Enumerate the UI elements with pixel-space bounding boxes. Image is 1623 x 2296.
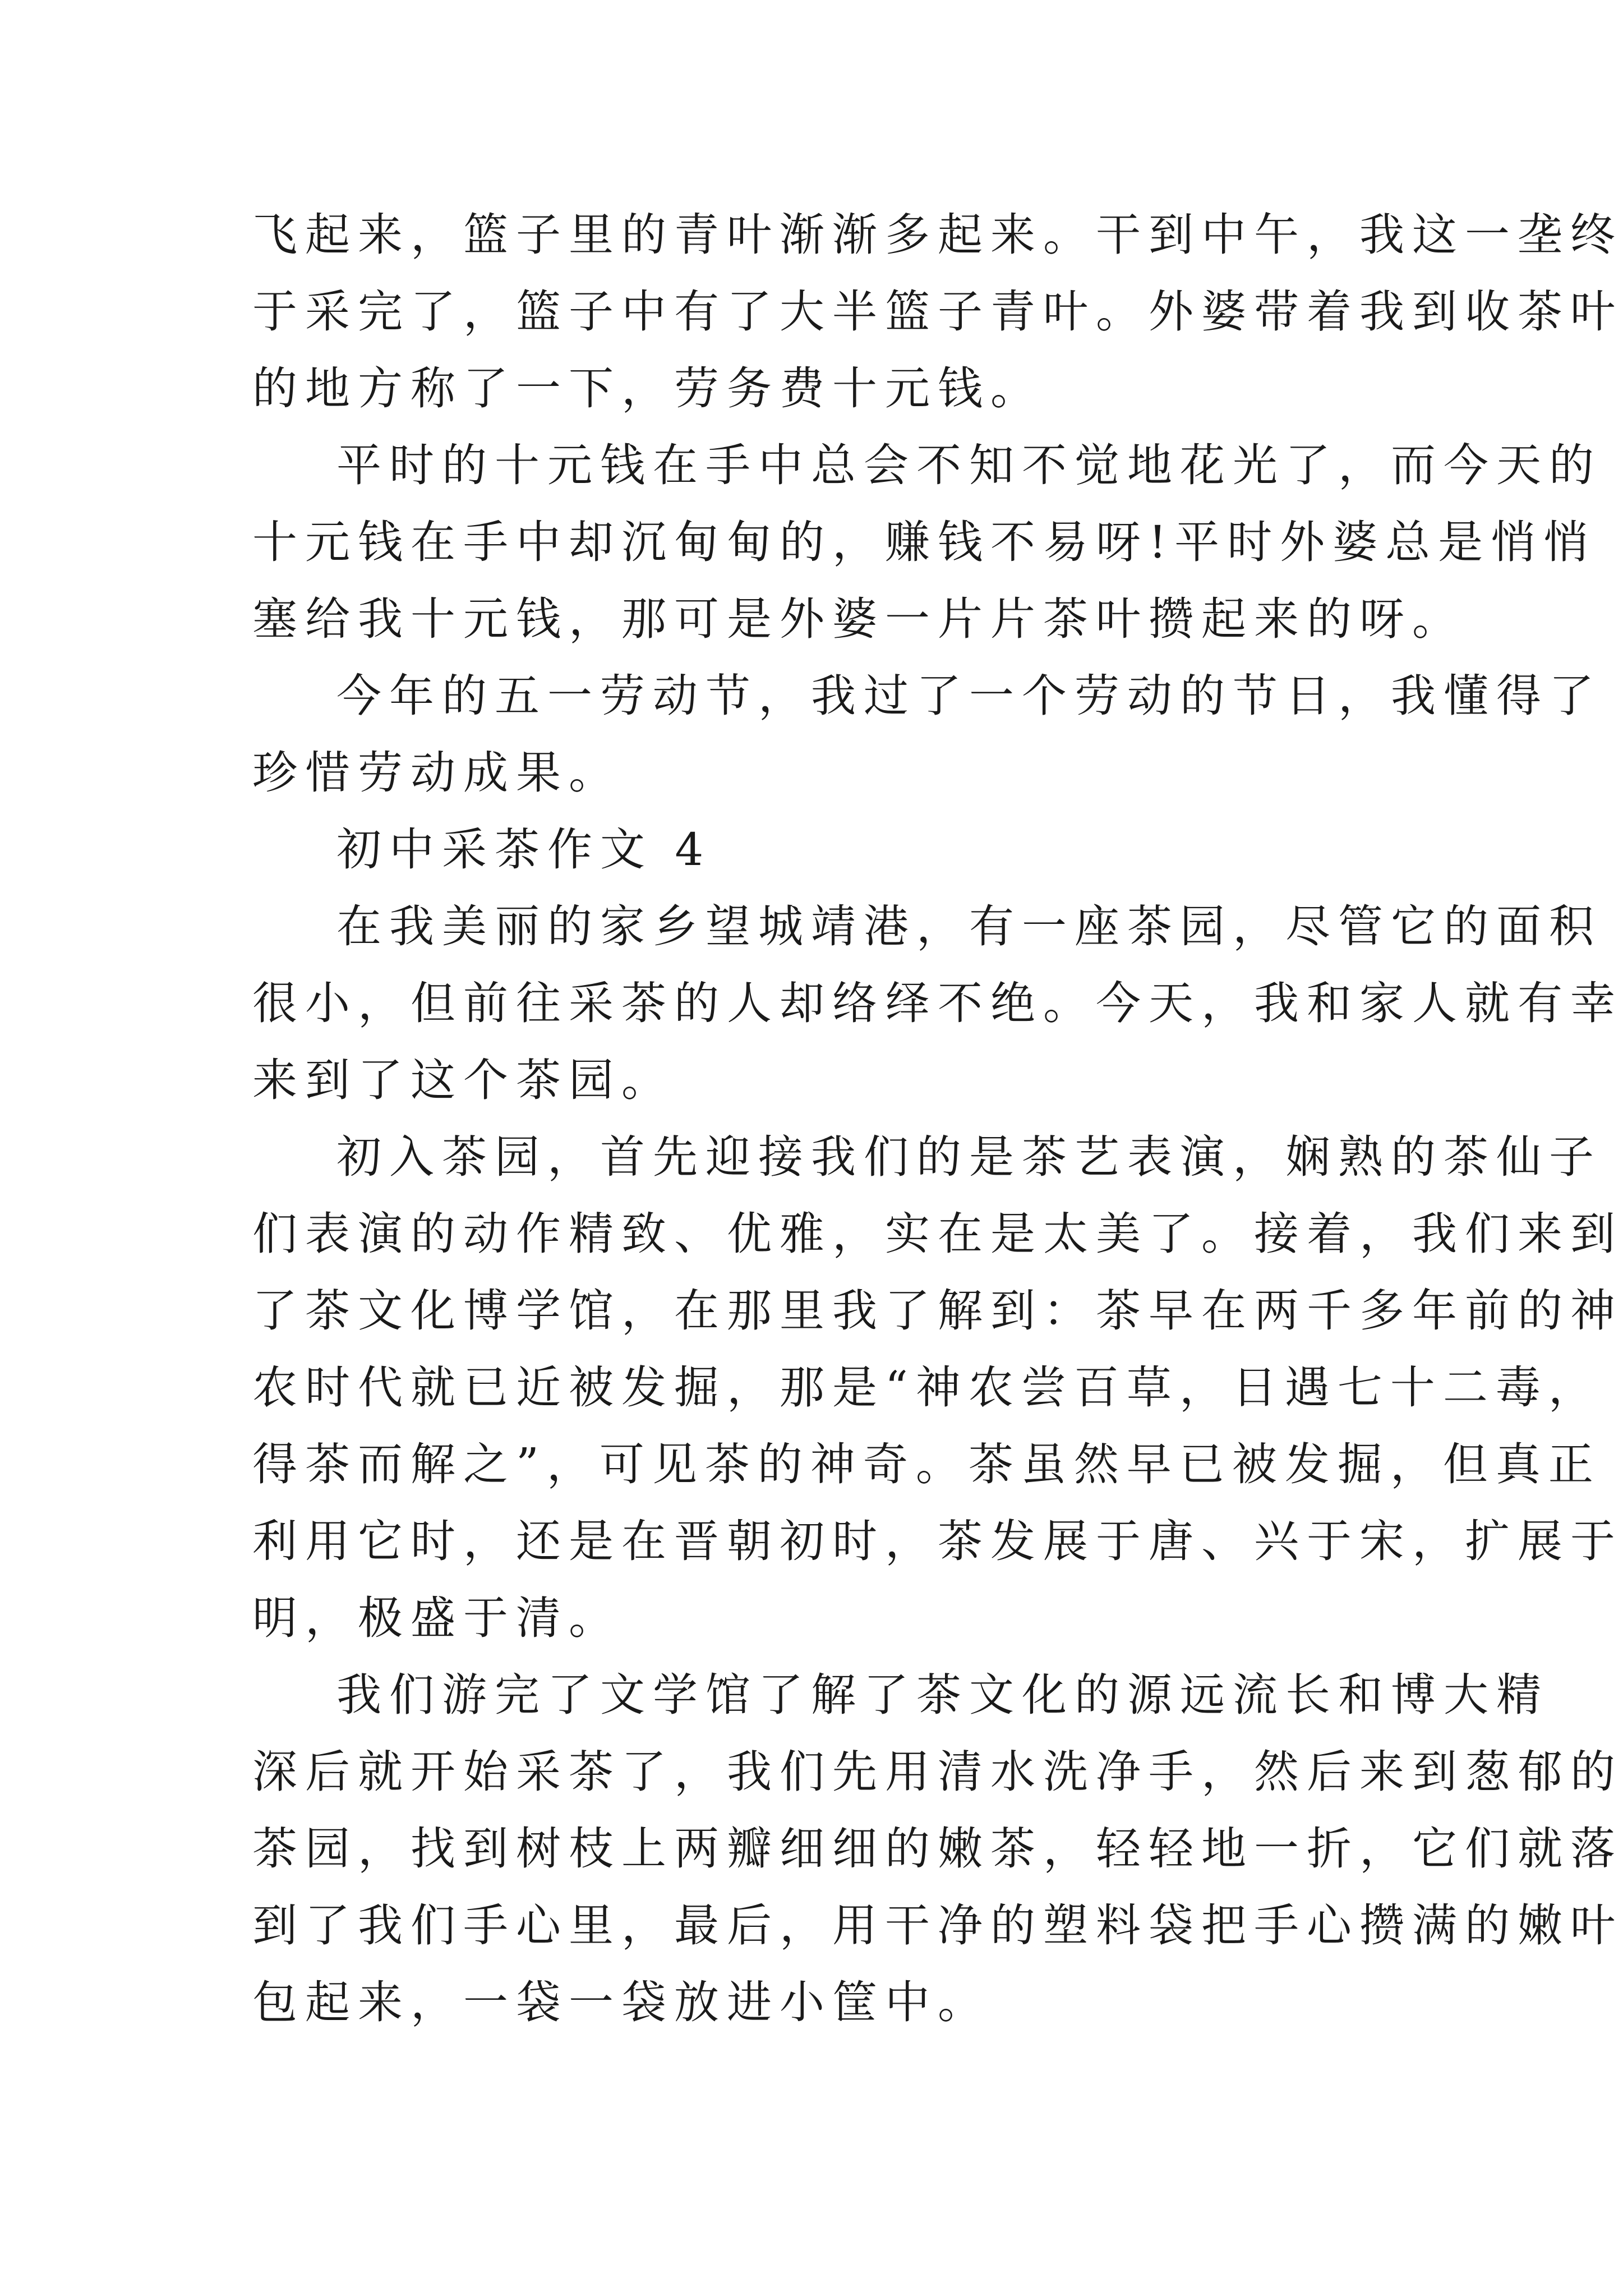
text-line: 明，极盛于清。	[252, 1592, 621, 1644]
text-line: 包起来，一袋一袋放进小筐中。	[252, 1976, 990, 2028]
paragraph-first-line: 在我美丽的家乡望城靖港，有一座茶园，尽管它的面积	[336, 900, 1602, 953]
paragraph-first-line: 初入茶园，首先迎接我们的是茶艺表演，娴熟的茶仙子	[336, 1131, 1602, 1183]
text-line: 塞给我十元钱，那可是外婆一片片茶叶攒起来的呀。	[252, 593, 1465, 645]
paragraph-first-line: 今年的五一劳动节，我过了一个劳动的节日，我懂得了	[336, 670, 1602, 722]
text-line: 们表演的动作精致、优雅，实在是太美了。接着，我们来到	[252, 1208, 1623, 1260]
paragraph-first-line: 初中采茶作文 4	[336, 823, 712, 876]
text-line: 农时代就已近被发掘，那是“神农尝百草，日遇七十二毒，	[252, 1361, 1601, 1414]
text-line: 珍惜劳动成果。	[252, 747, 621, 799]
text-line: 很小，但前往采茶的人却络绎不绝。今天，我和家人就有幸	[252, 977, 1623, 1029]
text-line: 到了我们手心里，最后，用干净的塑料袋把手心攒满的嫩叶	[252, 1899, 1623, 1952]
text-line: 利用它时，还是在晋朝初时，茶发展于唐、兴于宋，扩展于	[252, 1515, 1623, 1567]
text-line: 来到了这个茶园。	[252, 1054, 674, 1106]
text-line: 得茶而解之”，可见茶的神奇。茶虽然早已被发掘，但真正	[252, 1438, 1601, 1490]
text-line: 深后就开始采茶了，我们先用清水洗净手，然后来到葱郁的	[252, 1746, 1623, 1798]
text-line: 了茶文化博学馆，在那里我了解到：茶早在两千多年前的神	[252, 1285, 1623, 1337]
text-line: 于采完了，篮子中有了大半篮子青叶。外婆带着我到收茶叶	[252, 286, 1623, 338]
text-line: 十元钱在手中却沉甸甸的，赚钱不易呀!平时外婆总是悄悄	[252, 516, 1597, 568]
text-line: 的地方称了一下，劳务费十元钱。	[252, 362, 1043, 415]
body-text	[252, 196, 1623, 2041]
text-line: 飞起来，篮子里的青叶渐渐多起来。干到中午，我这一垄终	[252, 209, 1623, 261]
paragraph-first-line: 我们游完了文学馆了解了茶文化的源远流长和博大精	[336, 1669, 1549, 1721]
paragraph-first-line: 平时的十元钱在手中总会不知不觉地花光了，而今天的	[336, 439, 1602, 491]
text-line: 茶园，找到树枝上两瓣细细的嫩茶，轻轻地一折，它们就落	[252, 1823, 1623, 1875]
